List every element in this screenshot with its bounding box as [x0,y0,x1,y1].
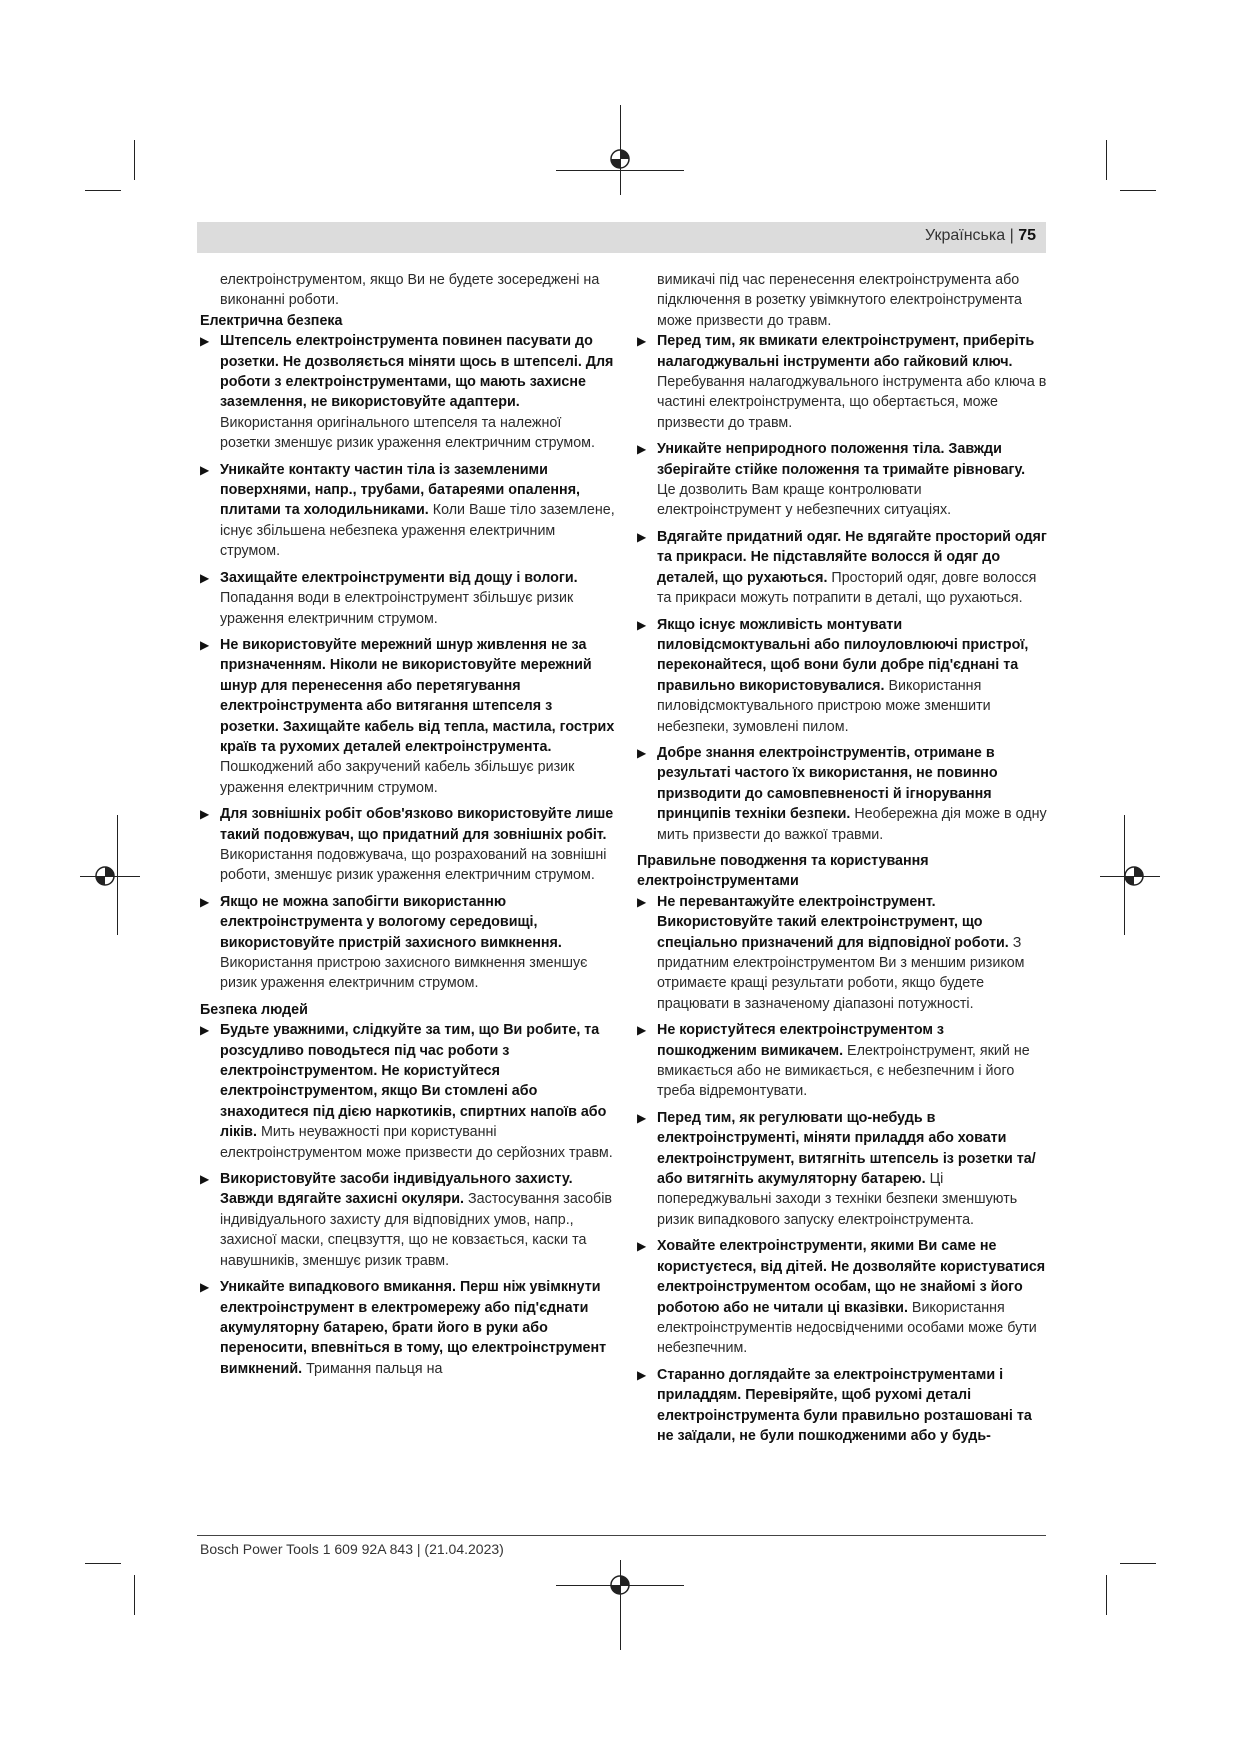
section-heading: Електрична безпека [200,312,343,329]
list-item [200,331,615,453]
warning-text: Старанно доглядайте за електроінструментами і приладдям. Перевіряйте, щоб рухомі деталі електроінструмента були правильно розташовані та не заїдали, не були пошкодженими або у будь- [657,1366,1032,1444]
warning-text: Захищайте електроінструменти від дощу і вологи. [220,569,578,586]
crop-mark [1106,140,1107,180]
explanation-text: З придатним електроінструментом Ви з меншим ризиком отримаєте кращі результати роботи, якщо будете працювати в зазначеному діапазоні потужності. [657,934,1025,1012]
bullet-triangle-icon: ▶ [200,807,210,822]
list-item [637,743,1047,845]
registration-target-icon [608,147,632,171]
warning-text: Використовуйте засоби індивідуального захисту. Завжди вдягайте захисні окуляри. [220,1171,573,1208]
page-header [925,227,1036,245]
right-column [637,270,1047,1452]
list-item [637,1365,1047,1447]
explanation-text: Мить неуважності при користуванні електроінструментом може призвести до серйозних травм. [220,1124,613,1161]
explanation-text: Використання пиловідсмоктувального пристрою може зменшити небезпеки, зумовлені пилом. [657,677,991,735]
bullet-triangle-icon: ▶ [637,442,647,457]
crop-mark [1120,1563,1156,1564]
header-language: Українська [925,227,1006,244]
explanation-text: Використання оригінального штепселя та належної розетки зменшує ризик ураження електричним струмом. [220,414,595,452]
page-footer: Bosch Power Tools 1 609 92A 843 | (21.04.2023) [200,1541,504,1557]
bullet-triangle-icon: ▶ [200,637,210,652]
list-item [637,1020,1047,1102]
explanation-text: Перебування налагоджувального інструмента або ключа в частині електроінструмента, що обертається, може призвести до травм. [657,374,1047,431]
bullet-triangle-icon: ▶ [637,1239,647,1254]
bullet-triangle-icon: ▶ [637,894,647,909]
crop-mark [85,190,121,191]
explanation-text: Просторий одяг, довге волосся та прикраси можуть потрапити в деталі, що рухаються. [657,569,1037,607]
warning-text: Ховайте електроінструменти, якими Ви саме не користуєтеся, від дітей. Не дозволяйте користуватися електроінструментом особам, що не знайомі з його роботою або не читали ці вказівки. [657,1238,1046,1316]
bullet-triangle-icon: ▶ [637,1023,647,1038]
list-item [200,804,615,886]
registration-target-icon [1122,864,1146,888]
crop-mark [134,1575,135,1615]
warning-text: Якщо існує можливість монтувати пиловідсмоктувальні або пилоуловлюючі пристрої, переконайтеся, щоб вони були добре під'єднані та правильно використовувалися. [657,616,1029,694]
list-item [200,635,615,798]
left-column [200,270,615,1385]
list-item [637,1236,1047,1358]
explanation-text: Використання подовжувача, що розрахований на зовнішні роботи, зменшує ризик ураження електричним струмом. [220,846,607,884]
bullet-triangle-icon: ▶ [200,462,210,477]
explanation-text: Коли Ваше тіло заземлене, існує збільшена небезпека ураження електричним струмом. [220,502,615,560]
continued-text: електроінструментом, якщо Ви не будете зосереджені на виконанні роботи. [220,272,600,309]
bullet-triangle-icon: ▶ [637,334,647,349]
warning-text: Будьте уважними, слідкуйте за тим, що Ви робите, та розсудливо поводьтеся під час роботи з електроінструментом. Не користуйтеся електроінструментом, якщо Ви стомлені або знаходитеся під дією наркотиків, спиртних напоїв або ліків. [220,1022,607,1141]
list-item [637,439,1047,521]
list-item [200,892,615,994]
list-item [200,460,615,562]
warning-text: Штепсель електроінструмента повинен пасувати до розетки. Не дозволяється міняти щось в штепселі. Для роботи з електроінструментами, що мають захисне заземлення, не використовуйте адаптери. [220,333,614,411]
page-header-bar [197,222,1046,253]
list-item [200,568,615,629]
register-line [117,815,118,935]
explanation-text: Застосування засобів індивідуального захисту для відповідних умов, напр., захисної маски, спецвзуття, що не ковзається, каски та навушників, зменшує ризик травм. [220,1191,613,1269]
page-number: 75 [1018,227,1036,244]
explanation-text: Використання пристрою захисного вимкнення зменшує ризик ураження електричним струмом. [220,955,588,992]
explanation-text: Ці попереджувальні заходи з техніки безпеки зменшують ризик випадкового запуску електроінструмента. [657,1171,1018,1228]
list-item [200,1169,615,1271]
list-item [637,1108,1047,1230]
list-item [637,892,1047,1014]
list-item [637,615,1047,737]
explanation-text: Це дозволить Вам краще контролювати електроінструмент у небезпечних ситуаціях. [657,482,952,519]
continued-text: вимикачі під час перенесення електроінструмента або підключення в розетку увімкнутого електроінструмента може призвести до травм. [657,272,1023,329]
bullet-triangle-icon: ▶ [200,1172,210,1187]
warning-text: Якщо не можна запобігти використанню електроінструмента у вологому середовищі, використовуйте пристрій захисного вимкнення. [220,893,562,951]
explanation-text: Пошкоджений або закручений кабель збільшує ризик ураження електричним струмом. [220,759,575,796]
bullet-triangle-icon: ▶ [637,1110,647,1125]
crop-mark [85,1563,121,1564]
warning-text: Перед тим, як вмикати електроінструмент, приберіть налагоджувальні інструменти або гайковий ключ. [657,333,1035,370]
explanation-text: Необережна дія може в одну мить призвести до важкої травми. [657,806,1047,843]
warning-text: Вдягайте придатний одяг. Не вдягайте просторий одяг та прикраси. Не підставляйте волосся й одяг до деталей, що рухаються. [657,528,1047,586]
section-heading: Безпека людей [200,1001,308,1018]
crop-mark [134,140,135,180]
warning-text: Не користуйтеся електроінструментом з пошкодженим вимикачем. [657,1022,945,1059]
warning-text: Добре знання електроінструментів, отримане в результаті частого їх використання, не повинно призводити до самовпевненості й ігнорування принципів техніки безпеки. [657,744,998,823]
bullet-triangle-icon: ▶ [200,1023,210,1038]
warning-text: Уникайте неприродного положення тіла. Завжди зберігайте стійке положення та тримайте рівновагу. [657,441,1026,478]
list-item [200,1020,615,1163]
warning-text: Для зовнішніх робіт обов'язково використовуйте лише такий подовжувач, що придатний для зовнішніх робіт. [220,806,614,843]
bullet-triangle-icon: ▶ [200,570,210,585]
bullet-triangle-icon: ▶ [637,617,647,632]
explanation-text: Використання електроінструментів недосвідченими особами може бути небезпечним. [657,1299,1037,1357]
warning-text: Не використовуйте мережний шнур живлення не за призначенням. Ніколи не використовуйте мережний шнур для перенесення або перетягування електроінструмента або витягання штепселя з розетки. Захищайте кабель від тепла, мастила, гострих країв та рухомих деталей електроінструмента. [220,636,615,755]
explanation-text: Електроінструмент, який не вмикається або не вимикається, є небезпечним і його треба відремонтувати. [657,1042,1030,1100]
registration-target-icon [93,864,117,888]
footer-rule [197,1535,1046,1536]
bullet-triangle-icon: ▶ [637,529,647,544]
crop-mark [1106,1575,1107,1615]
bullet-triangle-icon: ▶ [637,745,647,760]
explanation-text: Попадання води в електроінструмент збільшує ризик ураження електричним струмом. [220,590,574,627]
warning-text: Уникайте випадкового вмикання. Перш ніж увімкнути електроінструмент в електромережу або під'єднати акумуляторну батарею, брати його в руки або переносити, впевніться в тому, що електроінструмент вимкнений. [220,1279,607,1377]
registration-target-icon [608,1573,632,1597]
list-item [637,331,1047,433]
explanation-text: Тримання пальця на [306,1360,443,1377]
list-item [200,1277,615,1379]
section-heading: Правильне поводження та користування електроінструментами [637,852,929,890]
bullet-triangle-icon: ▶ [200,894,210,909]
warning-text: Уникайте контакту частин тіла із заземленими поверхнями, напр., трубами, батареями опалення, плитами та холодильниками. [220,461,581,519]
bullet-triangle-icon: ▶ [637,1367,647,1382]
bullet-triangle-icon: ▶ [200,1280,210,1295]
warning-text: Не перевантажуйте електроінструмент. Використовуйте такий електроінструмент, що спеціально призначений для відповідної роботи. [657,893,1009,951]
header-separator: | [1009,227,1014,244]
bullet-triangle-icon: ▶ [200,334,210,349]
list-item [637,527,1047,609]
crop-mark [1120,190,1156,191]
warning-text: Перед тим, як регулювати що-небудь в електроінструменті, міняти приладдя або ховати електроінструмент, витягніть штепсель із розетки та/або витягніть акумуляторну батарею. [657,1109,1036,1188]
